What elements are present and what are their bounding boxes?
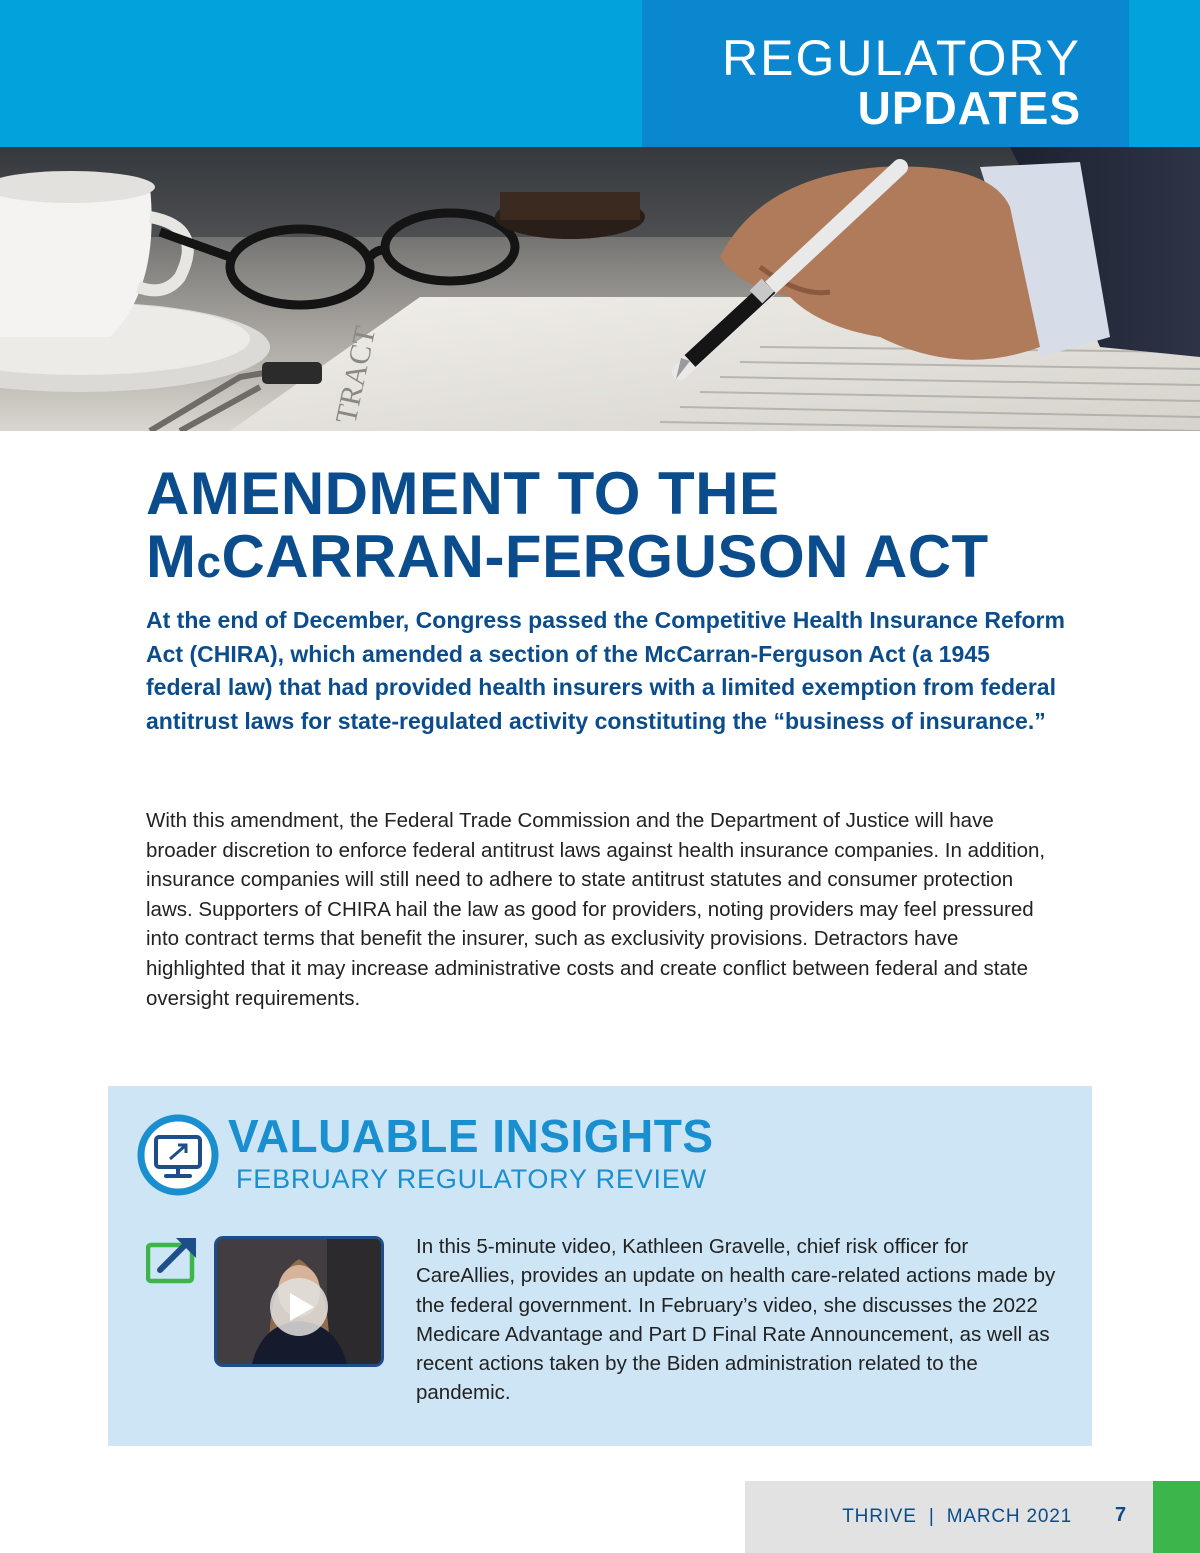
monitor-ring-icon: [136, 1113, 220, 1197]
insights-title: VALUABLE INSIGHTS: [228, 1110, 714, 1162]
headline-line2-prefix: M: [146, 523, 197, 590]
insights-subtitle: FEBRUARY REGULATORY REVIEW: [236, 1164, 707, 1194]
headline-line2-rest: CARRAN-FERGUSON ACT: [221, 523, 989, 590]
video-thumbnail[interactable]: [214, 1236, 384, 1367]
video-description: In this 5-minute video, Kathleen Gravelle, chief risk officer for CareAllies, provides an update on health care-related actions made by the federal government. In February’s video, she discusses the 2022 Medicare Advantage and Part D Final Rate Announcement, as well as recent actions taken by the Biden administration related to the pandemic.: [416, 1235, 1056, 1405]
footer-publication: THRIVE | MARCH 2021: [842, 1506, 1072, 1527]
hero-illustration: [0, 147, 1200, 431]
section-tag-line1: REGULATORY: [722, 30, 1081, 86]
video-preview-image: [217, 1239, 381, 1364]
footer-accent: [1153, 1481, 1200, 1553]
hero-image: [0, 147, 1200, 431]
article-headline: [146, 462, 1106, 594]
header-bar: [0, 0, 1200, 147]
page-number: 7: [1115, 1504, 1127, 1526]
article-lede: At the end of December, Congress passed the Competitive Health Insurance Reform Act (CHIRA), which amended a section of the McCarran-Ferguson Act (a 1945 federal law) that had provided health insurers with a limited exemption from federal antitrust laws for state-regulated activity constituting the “business of insurance.”: [146, 607, 1065, 734]
section-tag-line2: UPDATES: [857, 82, 1081, 134]
article-body: With this amendment, the Federal Trade Commission and the Department of Justice will have broader discretion to enforce federal antitrust laws against health insurance companies. In addition, insurance companies will still need to adhere to state antitrust statutes and consumer protection laws. Supporters of CHIRA hail the law as good for providers, noting providers may feel pressured into contract terms that benefit the insurer, such as exclusivity provisions. Detractors have highlighted that it may increase administrative costs and create conflict between federal and state oversight requirements.: [146, 809, 1046, 1010]
headline-line2-small: c: [196, 538, 222, 587]
external-link-icon[interactable]: [146, 1236, 198, 1284]
section-tag: [642, 0, 1129, 147]
headline-line1: AMENDMENT TO THE: [146, 460, 780, 527]
contract-word: TRACT: [329, 323, 383, 427]
